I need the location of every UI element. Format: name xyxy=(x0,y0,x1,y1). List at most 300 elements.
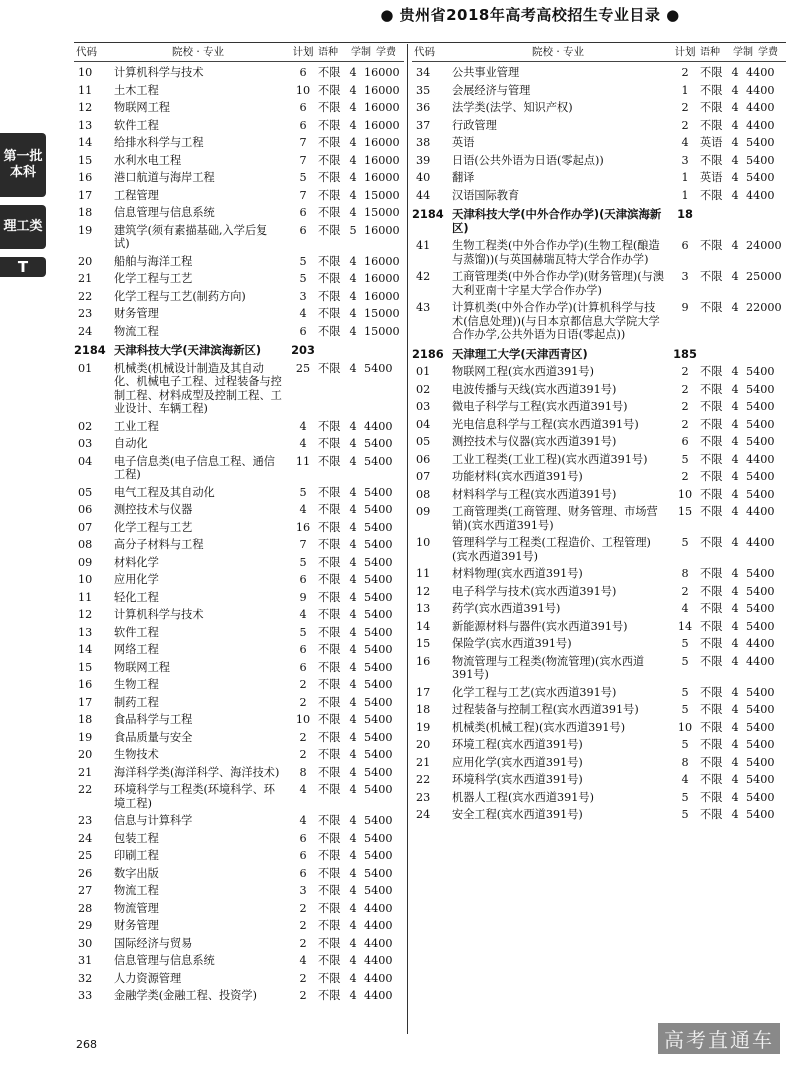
cell-plan: 2 xyxy=(681,470,689,483)
cell-plan: 1 xyxy=(681,171,689,184)
column-divider xyxy=(407,44,408,1034)
cell-lang: 不限 xyxy=(700,654,723,668)
table-row xyxy=(74,418,404,436)
cell-lang: 不限 xyxy=(318,765,341,779)
cell-name: 环境科学与工程类(环境科学、环境工程) xyxy=(114,783,275,810)
cell-fee: 15000 xyxy=(364,188,400,202)
table-row xyxy=(412,299,786,344)
table-row xyxy=(74,900,404,918)
cell-lang: 不限 xyxy=(318,625,341,639)
cell-name: 土木工程 xyxy=(114,83,159,97)
cell-plan: 4 xyxy=(299,814,307,827)
cell-years: 4 xyxy=(349,573,357,586)
cell-code: 30 xyxy=(78,936,93,950)
table-row xyxy=(74,360,404,418)
cell-name: 电子科学与技术(宾水西道391号) xyxy=(452,584,617,598)
cell-years: 4 xyxy=(731,685,739,699)
table-row xyxy=(74,987,404,1005)
cell-years: 4 xyxy=(349,437,357,450)
table-row xyxy=(74,711,404,729)
cell-code: 18 xyxy=(78,713,93,726)
cell-code: 23 xyxy=(78,307,93,320)
cell-code: 20 xyxy=(78,748,93,761)
cell-plan: 10 xyxy=(677,487,693,501)
table-row xyxy=(412,187,786,205)
cell-code: 31 xyxy=(78,954,93,967)
cell-years: 4 xyxy=(349,289,357,303)
cell-lang: 不限 xyxy=(318,419,341,433)
table-row xyxy=(412,754,786,772)
cell-years: 4 xyxy=(731,567,739,580)
cell-lang: 不限 xyxy=(318,901,341,915)
cell-years: 4 xyxy=(731,435,739,448)
cell-lang: 不限 xyxy=(700,382,723,396)
cell-name: 港口航道与海岸工程 xyxy=(114,171,215,184)
table-row xyxy=(412,451,786,469)
cell-plan: 2 xyxy=(681,365,689,378)
cell-lang: 不限 xyxy=(700,685,723,699)
cell-plan: 7 xyxy=(299,136,307,149)
cell-code: 2184 xyxy=(74,343,106,357)
cell-name: 天津理工大学(天津西青区) xyxy=(452,346,588,361)
cell-lang: 不限 xyxy=(318,503,341,516)
cell-plan: 2 xyxy=(299,730,307,744)
cell-fee: 5400 xyxy=(746,602,775,615)
cell-code: 21 xyxy=(416,755,431,769)
cell-code: 04 xyxy=(416,417,431,431)
cell-plan: 4 xyxy=(681,602,689,615)
cell-fee: 5400 xyxy=(364,783,393,796)
cell-plan: 4 xyxy=(299,419,307,433)
cell-lang: 不限 xyxy=(700,435,723,448)
cell-code: 01 xyxy=(416,365,431,378)
cell-lang: 不限 xyxy=(700,400,723,413)
table-row xyxy=(74,152,404,170)
cell-fee: 5400 xyxy=(746,567,775,580)
cell-years: 4 xyxy=(349,66,357,79)
header-lang: 语种 xyxy=(318,46,338,58)
cell-code: 01 xyxy=(78,361,93,375)
cell-lang: 不限 xyxy=(318,866,341,880)
cell-lang: 不限 xyxy=(318,83,341,97)
cell-fee: 5400 xyxy=(746,171,775,184)
cell-years: 4 xyxy=(349,971,357,985)
cell-plan: 5 xyxy=(299,171,307,184)
cell-fee: 5400 xyxy=(746,773,775,786)
cell-fee: 5400 xyxy=(746,619,775,633)
cell-fee: 5400 xyxy=(364,730,393,744)
cell-years: 4 xyxy=(731,738,739,751)
cell-name: 计算机科学与技术 xyxy=(114,608,204,621)
cell-years: 4 xyxy=(349,713,357,726)
cell-lang: 不限 xyxy=(318,289,341,303)
table-row xyxy=(412,635,786,653)
cell-name: 国际经济与贸易 xyxy=(114,936,193,950)
cell-plan: 3 xyxy=(681,153,689,167)
table-row xyxy=(412,64,786,82)
cell-fee: 5400 xyxy=(364,866,393,880)
cell-fee: 5400 xyxy=(364,590,393,604)
cell-years: 4 xyxy=(731,171,739,184)
cell-lang: 不限 xyxy=(318,678,341,691)
cell-plan: 3 xyxy=(299,289,307,303)
cell-years: 4 xyxy=(349,748,357,761)
header-fee: 学费 xyxy=(758,46,778,58)
cell-fee: 5400 xyxy=(364,678,393,691)
cell-fee: 5400 xyxy=(746,365,775,378)
cell-years: 4 xyxy=(349,884,357,897)
cell-plan: 14 xyxy=(677,619,693,633)
cell-code: 42 xyxy=(416,270,431,283)
cell-fee: 5400 xyxy=(364,831,393,845)
table-header xyxy=(74,44,404,62)
cell-fee: 5400 xyxy=(364,849,393,862)
cell-code: 14 xyxy=(78,136,93,149)
table-row xyxy=(412,736,786,754)
cell-lang: 不限 xyxy=(318,454,341,468)
cell-code: 15 xyxy=(78,660,93,674)
cell-fee: 5400 xyxy=(746,790,775,804)
cell-lang: 不限 xyxy=(318,884,341,897)
cell-name: 物流管理与工程类(物流管理)(宾水西道391号) xyxy=(452,654,645,681)
cell-fee: 5400 xyxy=(746,435,775,448)
cell-name: 材料化学 xyxy=(114,555,159,569)
cell-plan: 2 xyxy=(299,901,307,915)
cell-plan: 6 xyxy=(299,660,307,674)
cell-plan: 5 xyxy=(681,685,689,699)
cell-years: 4 xyxy=(731,790,739,804)
cell-fee: 5400 xyxy=(746,584,775,598)
cell-fee: 5400 xyxy=(364,538,393,551)
cell-code: 20 xyxy=(416,738,431,751)
cell-name: 人力资源管理 xyxy=(114,971,182,985)
cell-plan: 2 xyxy=(299,919,307,932)
cell-lang: 不限 xyxy=(318,272,341,285)
cell-lang: 不限 xyxy=(700,417,723,431)
cell-plan: 3 xyxy=(681,270,689,283)
table-row xyxy=(74,435,404,453)
cell-name: 光电信息科学与工程(宾水西道391号) xyxy=(452,417,639,431)
cell-name: 翻译 xyxy=(452,171,475,184)
table-row xyxy=(412,719,786,737)
cell-code: 11 xyxy=(416,567,431,580)
cell-years: 4 xyxy=(731,470,739,483)
cell-lang: 不限 xyxy=(318,730,341,744)
cell-code: 05 xyxy=(416,435,431,448)
cell-years: 4 xyxy=(731,239,739,252)
cell-lang: 不限 xyxy=(700,602,723,615)
cell-code: 12 xyxy=(78,101,93,114)
cell-fee: 5400 xyxy=(364,520,393,534)
cell-years: 4 xyxy=(731,703,739,716)
cell-years: 4 xyxy=(349,503,357,516)
cell-lang: 不限 xyxy=(318,437,341,450)
cell-fee: 5400 xyxy=(364,625,393,639)
cell-lang: 不限 xyxy=(318,573,341,586)
cell-name: 生物工程类(中外合作办学)(生物工程(酿造与蒸馏))(与英国赫瑞瓦特大学合作办学) xyxy=(452,239,660,266)
cell-fee: 4400 xyxy=(364,989,393,1002)
table-row xyxy=(74,305,404,323)
cell-plan: 5 xyxy=(681,637,689,650)
cell-name: 食品科学与工程 xyxy=(114,713,193,726)
cell-fee: 4400 xyxy=(364,919,393,932)
table-row xyxy=(412,486,786,504)
cell-code: 13 xyxy=(416,602,431,615)
cell-lang: 不限 xyxy=(700,83,723,97)
cell-name: 日语(公共外语为日语(零起点)) xyxy=(452,153,604,167)
cell-name: 应用化学(宾水西道391号) xyxy=(452,755,583,769)
table-row xyxy=(74,288,404,306)
cell-code: 18 xyxy=(416,703,431,716)
cell-lang: 不限 xyxy=(700,118,723,132)
cell-years: 4 xyxy=(731,83,739,97)
header-lang: 语种 xyxy=(700,46,720,58)
cell-fee: 5400 xyxy=(746,382,775,396)
table-row xyxy=(74,536,404,554)
cell-fee: 5400 xyxy=(364,695,393,709)
cell-plan: 5 xyxy=(299,555,307,569)
header-fee: 学费 xyxy=(376,46,396,58)
cell-lang: 不限 xyxy=(700,720,723,734)
cell-fee: 5400 xyxy=(746,417,775,431)
cell-years: 4 xyxy=(349,188,357,202)
cell-name: 印刷工程 xyxy=(114,849,159,862)
cell-years: 4 xyxy=(731,619,739,633)
cell-plan: 6 xyxy=(299,66,307,79)
cell-fee: 16000 xyxy=(364,136,400,149)
cell-years: 4 xyxy=(349,307,357,320)
cell-plan: 4 xyxy=(681,136,689,149)
cell-years: 4 xyxy=(731,487,739,501)
table-row xyxy=(74,641,404,659)
cell-fee: 5400 xyxy=(746,136,775,149)
cell-code: 04 xyxy=(78,454,93,468)
cell-name: 环境工程(宾水西道391号) xyxy=(452,738,583,751)
cell-years: 4 xyxy=(731,188,739,202)
cell-lang: 不限 xyxy=(318,936,341,950)
cell-years: 4 xyxy=(349,936,357,950)
cell-code: 22 xyxy=(78,783,93,796)
cell-code: 16 xyxy=(416,654,431,668)
cell-plan: 7 xyxy=(299,153,307,167)
cell-plan: 6 xyxy=(299,831,307,845)
cell-name: 生物技术 xyxy=(114,748,159,761)
cell-code: 03 xyxy=(78,437,93,450)
cell-name: 安全工程(宾水西道391号) xyxy=(452,808,583,821)
cell-plan: 2 xyxy=(681,584,689,598)
cell-plan: 15 xyxy=(677,505,693,518)
cell-plan: 6 xyxy=(299,643,307,656)
cell-code: 09 xyxy=(416,505,431,518)
school-row xyxy=(412,344,786,364)
cell-plan: 2 xyxy=(299,971,307,985)
cell-lang: 不限 xyxy=(318,254,341,268)
cell-lang: 不限 xyxy=(318,307,341,320)
cell-code: 22 xyxy=(78,289,93,303)
cell-fee: 16000 xyxy=(364,223,400,237)
cell-name: 信息与计算科学 xyxy=(114,814,193,827)
table-row xyxy=(74,865,404,883)
cell-name: 信息管理与信息系统 xyxy=(114,954,215,967)
cell-years: 4 xyxy=(731,136,739,149)
cell-name: 环境科学(宾水西道391号) xyxy=(452,773,583,786)
table-row xyxy=(412,806,786,824)
cell-name: 公共事业管理 xyxy=(452,66,520,79)
cell-code: 06 xyxy=(78,503,93,516)
cell-lang: 不限 xyxy=(318,713,341,726)
cell-plan: 2 xyxy=(299,989,307,1002)
cell-lang: 不限 xyxy=(318,324,341,338)
cell-years: 4 xyxy=(731,400,739,413)
side-tab-category: 理工类 xyxy=(0,205,46,249)
cell-lang: 不限 xyxy=(318,223,341,237)
cell-lang: 不限 xyxy=(318,748,341,761)
cell-years: 4 xyxy=(349,730,357,744)
cell-plan: 5 xyxy=(299,254,307,268)
cell-fee: 24000 xyxy=(746,239,782,252)
table-row xyxy=(412,169,786,187)
cell-code: 14 xyxy=(416,619,431,633)
cell-name: 船舶与海洋工程 xyxy=(114,254,193,268)
cell-fee: 5400 xyxy=(364,713,393,726)
cell-years: 4 xyxy=(349,765,357,779)
cell-years: 4 xyxy=(349,866,357,880)
cell-plan: 2 xyxy=(681,118,689,132)
table-row xyxy=(74,935,404,953)
cell-code: 10 xyxy=(78,66,93,79)
cell-code: 15 xyxy=(416,637,431,650)
cell-lang: 不限 xyxy=(700,239,723,252)
cell-fee: 25000 xyxy=(746,270,782,283)
cell-plan: 25 xyxy=(295,361,311,375)
cell-code: 24 xyxy=(416,808,431,821)
cell-plan: 2 xyxy=(681,382,689,396)
cell-plan: 5 xyxy=(681,738,689,751)
cell-plan: 6 xyxy=(299,573,307,586)
cell-code: 22 xyxy=(416,773,431,786)
cell-plan: 4 xyxy=(299,307,307,320)
table-row xyxy=(74,781,404,812)
table-row xyxy=(74,519,404,537)
cell-lang: 不限 xyxy=(318,538,341,551)
cell-fee: 5400 xyxy=(746,755,775,769)
cell-code: 19 xyxy=(78,730,93,744)
cell-name: 汉语国际教育 xyxy=(452,188,520,202)
cell-lang: 不限 xyxy=(700,755,723,769)
cell-plan: 8 xyxy=(681,567,689,580)
cell-lang: 不限 xyxy=(700,505,723,518)
cell-years: 4 xyxy=(349,831,357,845)
watermark: 高考直通车 xyxy=(658,1023,780,1054)
cell-lang: 不限 xyxy=(700,101,723,114)
table-row xyxy=(412,534,786,565)
cell-code: 2186 xyxy=(412,346,444,361)
cell-fee: 4400 xyxy=(364,419,393,433)
cell-lang: 不限 xyxy=(318,660,341,674)
cell-lang: 不限 xyxy=(318,361,341,375)
table-row xyxy=(412,789,786,807)
cell-name: 工商管理类(工商管理、财务管理、市场营销)(宾水西道391号) xyxy=(452,505,658,532)
cell-fee: 16000 xyxy=(364,153,400,167)
cell-fee: 16000 xyxy=(364,83,400,97)
table-row xyxy=(74,694,404,712)
header-years: 学制 xyxy=(351,46,371,58)
cell-years: 4 xyxy=(349,272,357,285)
cell-years: 4 xyxy=(349,520,357,534)
table-row xyxy=(74,82,404,100)
cell-code: 21 xyxy=(78,272,93,285)
table-row xyxy=(412,99,786,117)
cell-code: 41 xyxy=(416,239,431,252)
right-column xyxy=(412,44,786,824)
cell-lang: 不限 xyxy=(318,954,341,967)
cell-name: 制药工程 xyxy=(114,695,159,709)
table-row xyxy=(74,270,404,288)
cell-code: 36 xyxy=(416,101,431,114)
cell-code: 17 xyxy=(78,695,93,709)
cell-lang: 不限 xyxy=(700,738,723,751)
table-row xyxy=(74,847,404,865)
table-row xyxy=(74,571,404,589)
cell-code: 14 xyxy=(78,643,93,656)
cell-fee: 4400 xyxy=(746,118,775,132)
cell-lang: 不限 xyxy=(700,153,723,167)
cell-fee: 5400 xyxy=(746,470,775,483)
cell-years: 4 xyxy=(731,101,739,114)
cell-code: 40 xyxy=(416,171,431,184)
cell-plan: 6 xyxy=(299,866,307,880)
table-row xyxy=(74,204,404,222)
cell-name: 建筑学(须有素描基础,入学后复试) xyxy=(114,223,268,250)
cell-fee: 5400 xyxy=(364,555,393,569)
cell-years: 4 xyxy=(349,153,357,167)
cell-years: 4 xyxy=(731,536,739,549)
cell-code: 10 xyxy=(78,573,93,586)
cell-plan: 6 xyxy=(299,206,307,219)
table-row xyxy=(412,600,786,618)
cell-fee: 4400 xyxy=(364,901,393,915)
cell-plan: 4 xyxy=(299,783,307,796)
cell-name: 物联网工程 xyxy=(114,660,170,674)
cell-fee: 5400 xyxy=(364,573,393,586)
cell-plan: 203 xyxy=(291,343,315,357)
cell-name: 财务管理 xyxy=(114,307,159,320)
cell-name: 药学(宾水西道391号) xyxy=(452,602,561,615)
cell-plan: 2 xyxy=(681,101,689,114)
cell-lang: 不限 xyxy=(700,703,723,716)
cell-lang: 不限 xyxy=(700,536,723,549)
cell-lang: 英语 xyxy=(700,136,723,149)
cell-lang: 不限 xyxy=(318,590,341,604)
cell-lang: 不限 xyxy=(700,66,723,79)
cell-plan: 10 xyxy=(295,713,311,726)
header-name: 院校 · 专业 xyxy=(171,45,224,58)
cell-plan: 16 xyxy=(295,520,311,534)
cell-years: 4 xyxy=(349,989,357,1002)
cell-code: 02 xyxy=(78,419,93,433)
cell-code: 15 xyxy=(78,153,93,167)
cell-name: 化学工程与工艺 xyxy=(114,272,193,285)
cell-plan: 6 xyxy=(299,223,307,237)
table-row xyxy=(412,583,786,601)
cell-plan: 5 xyxy=(681,703,689,716)
cell-name: 机械类(机械设计制造及其自动化、机械电子工程、过程装备与控制工程、材料成型及控制工程、工业设计、车辆工程) xyxy=(114,361,282,415)
cell-code: 12 xyxy=(78,608,93,621)
cell-code: 2184 xyxy=(412,207,444,221)
table-row xyxy=(74,453,404,484)
header-code: 代码 xyxy=(414,45,435,58)
cell-years: 4 xyxy=(349,643,357,656)
